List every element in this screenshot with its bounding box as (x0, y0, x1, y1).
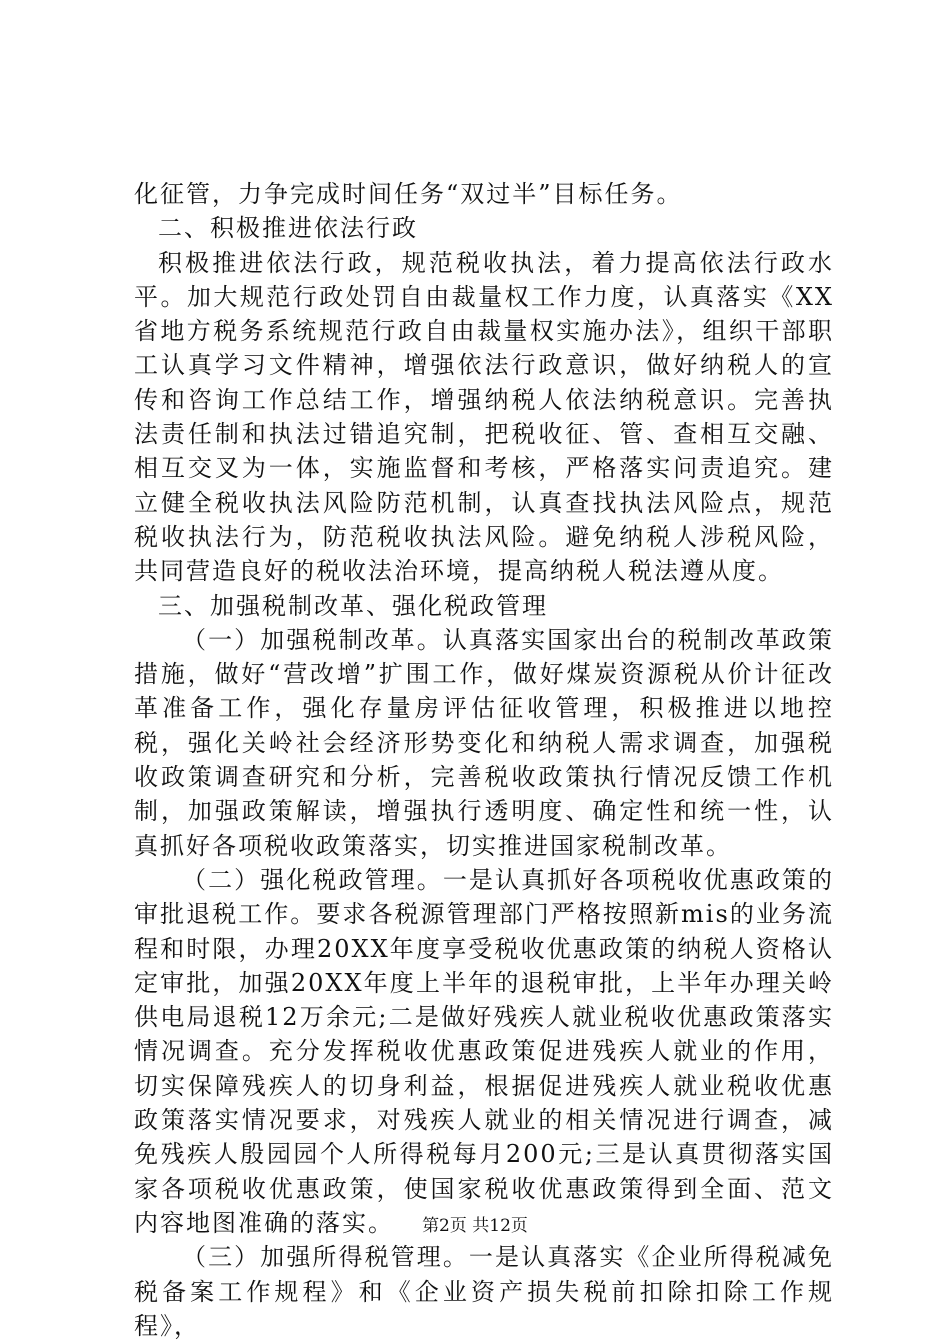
section-heading-3: 三、加强税制改革、强化税政管理 (158, 591, 548, 620)
paragraph-income-tax: （三）加强所得税管理。一是认真落实《企业所得税减免税备案工作规程》和《企业资产损失税前扣除扣除工作规程》， (134, 1243, 834, 1340)
document-body (134, 177, 834, 1343)
section-heading-2: 二、积极推进依法行政 (158, 214, 418, 243)
paragraph-tax-administration: （二）强化税政管理。一是认真抓好各项税收优惠政策的审批退税工作。要求各税源管理部门严格按照新mis的业务流程和时限，办理20XX年度享受税收优惠政策的纳税人资格认定审批，加强20XX年度上半年的退税审批，上半年办理关岭供电局退税12万余元;二是做好残疾人就业税收优惠政策落实情况调查。充分发挥税收优惠政策促进残疾人就业的作用，切实保障残疾人的切身利益，根据促进残疾人就业税收优惠政策落实情况要求，对残疾人就业的相关情况进行调查，减免残疾人殷园园个人所得税每月200元;三是认真贯彻落实国家各项税收优惠政策，使国家税收优惠政策得到全面、范文内容地图准确的落实。 (134, 865, 834, 1237)
paragraph-continuation: 化征管，力争完成时间任务“双过半”目标任务。 (134, 180, 683, 208)
page-footer: 第2页 共12页 (422, 1216, 528, 1236)
paragraph-tax-reform: （一）加强税制改革。认真落实国家出台的税制改革政策措施，做好“营改增”扩围工作，做好煤炭资源税从价计征改革准备工作，强化存量房评估征收管理，积极推进以地控税，强化关岭社会经济形势变化和纳税人需求调查，加强税收政策调查研究和分析，完善税收政策执行情况反馈工作机制，加强政策解读，增强执行透明度、确定性和统一性，认真抓好各项税收政策落实，切实推进国家税制改革。 (134, 625, 834, 860)
paragraph-law-administration: 积极推进依法行政，规范税收执法，着力提高依法行政水平。加大规范行政处罚自由裁量权工作力度，认真落实《XX省地方税务系统规范行政自由裁量权实施办法》，组织干部职工认真学习文件精神，增强依法行政意识，做好纳税人的宣传和咨询工作总结工作，增强纳税人依法纳税意识。完善执法责任制和执法过错追究制，把税收征、管、查相互交融、相互交叉为一体，实施监督和考核，严格落实问责追究。建立健全税收执法风险防范机制，认真查找执法风险点，规范税收执法行为，防范税收执法风险。避免纳税人涉税风险，共同营造良好的税收法治环境，提高纳税人税法遵从度。 (134, 248, 834, 586)
